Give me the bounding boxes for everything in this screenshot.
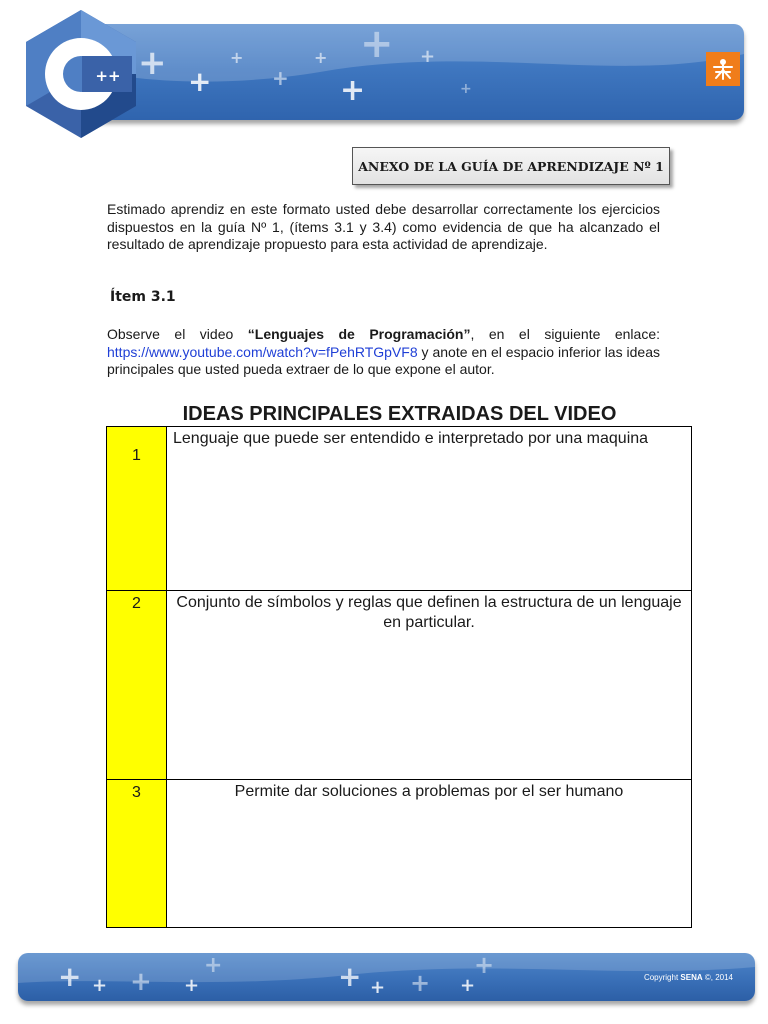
item-paragraph: [107, 326, 660, 379]
idea-number-cell: [107, 427, 167, 591]
item-text-after: y anote en el espacio inferior las ideas principales que usted pueda extraer de lo que expone el autor.: [107, 343, 660, 377]
copyright-text: [644, 973, 733, 982]
copyright-prefix: Copyright: [643, 973, 681, 982]
cpp-logo: [22, 8, 140, 140]
annex-title-box: [352, 147, 670, 185]
plus-decoration-icon: +: [272, 66, 289, 90]
table-row: [107, 780, 692, 928]
sena-logo: [706, 52, 740, 86]
ideas-table: [106, 426, 692, 928]
annex-title: ANEXO DE LA GUÍA DE APRENDIZAJE Nº 1: [358, 158, 664, 174]
plus-decoration-icon: +: [138, 43, 167, 83]
idea-text: Lenguaje que puede ser entendido e interpretado por una maquina: [167, 427, 692, 591]
svg-text:++: ++: [95, 67, 121, 85]
plus-decoration-icon: +: [370, 977, 386, 998]
copyright-brand: SENA: [680, 973, 703, 982]
plus-decoration-icon: +: [92, 975, 108, 996]
ideas-title: IDEAS PRINCIPALES EXTRAIDAS DEL VIDEO: [182, 403, 617, 425]
plus-decoration-icon: +: [184, 975, 200, 996]
idea-number-cell: [107, 591, 167, 780]
item-text-middle: , en el siguiente enlace:: [470, 326, 661, 342]
idea-number: 3: [132, 784, 141, 801]
plus-decoration-icon: +: [340, 73, 366, 108]
header-banner: [60, 24, 744, 120]
footer-banner: [18, 953, 755, 1001]
idea-number-cell: [107, 780, 167, 928]
idea-text: Conjunto de símbolos y reglas que definen la estructura de un lenguaje en particular.: [167, 591, 692, 780]
intro-paragraph: Estimado aprendiz en este formato usted debe desarrollar correctamente los ejercicios dispuestos en la guía Nº 1, (ítems 3.1 y 3.4) como evidencia de que ha alcanzado el resultado de aprendizaje propuesto para esta actividad de aprendizaje.: [107, 201, 660, 252]
copyright-suffix: ©, 2014: [702, 973, 733, 982]
plus-decoration-icon: +: [130, 967, 152, 997]
item-text-before: Observe el video: [107, 326, 248, 342]
plus-decoration-icon: +: [188, 65, 212, 98]
plus-decoration-icon: +: [360, 24, 394, 67]
plus-decoration-icon: +: [58, 960, 82, 993]
table-row: [107, 591, 692, 780]
item-heading: Ítem 3.1: [110, 289, 176, 305]
table-row: [107, 427, 692, 591]
plus-decoration-icon: +: [230, 48, 244, 67]
plus-decoration-icon: +: [338, 960, 362, 993]
idea-number: 2: [132, 595, 141, 612]
plus-decoration-icon: +: [410, 969, 431, 997]
video-title: “Lenguajes de Programación”: [247, 326, 471, 342]
plus-decoration-icon: +: [474, 953, 495, 979]
plus-decoration-icon: +: [314, 48, 328, 67]
plus-decoration-icon: +: [204, 953, 223, 978]
plus-decoration-icon: +: [460, 975, 476, 996]
video-link[interactable]: https://www.youtube.com/watch?v=fPehRTGpVF8: [107, 343, 418, 360]
idea-number: 1: [132, 447, 141, 464]
idea-text: Permite dar soluciones a problemas por el ser humano: [167, 780, 692, 928]
plus-decoration-icon: +: [420, 46, 436, 67]
banner-decoration: [60, 24, 744, 120]
plus-decoration-icon: +: [460, 81, 472, 97]
